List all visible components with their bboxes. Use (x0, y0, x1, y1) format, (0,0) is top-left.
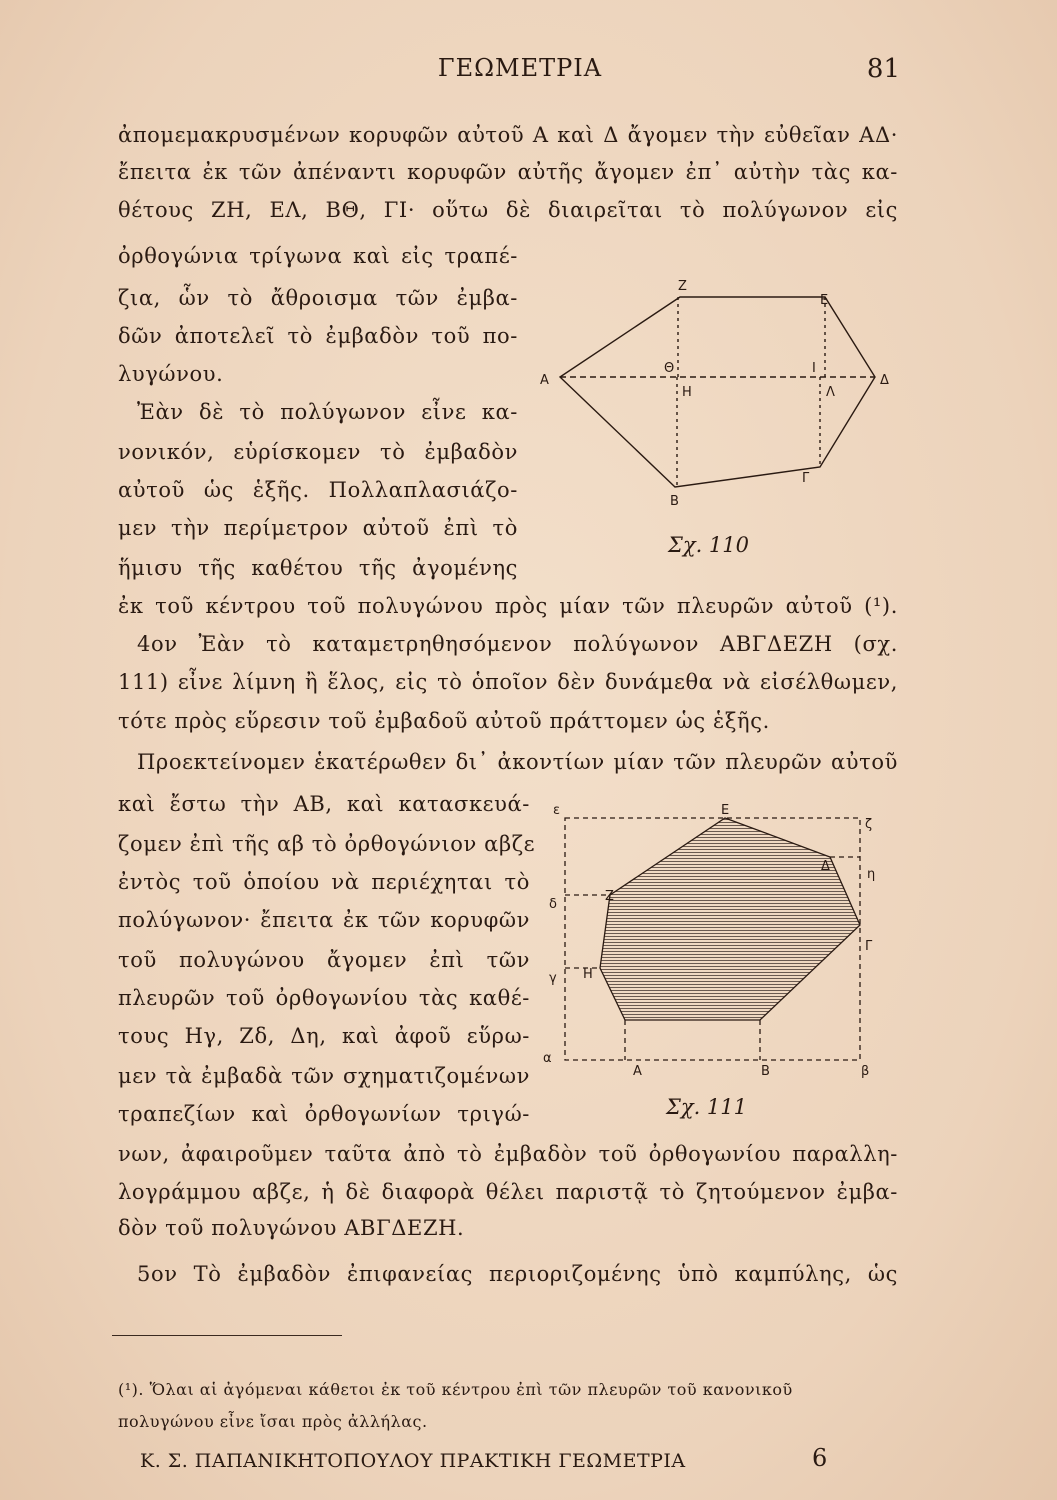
text-line: πλευρῶν τοῦ ὀρθογωνίου τὰς καθέ- (118, 986, 530, 1010)
text-line: ἥμισυ τῆς καθέτου τῆς ἀγομένης (118, 556, 518, 580)
lake-polygon (600, 818, 860, 1020)
fig110-label-D: Δ (880, 373, 889, 388)
footnote-rule (112, 1335, 342, 1336)
fig110-label-A: Α (540, 373, 549, 388)
page-number: 81 (866, 54, 900, 84)
fig111-label-E: Ε (721, 803, 730, 818)
text-line: νων, ἀφαιροῦμεν ταῦτα ἀπὸ τὸ ἐμβαδὸν τοῦ ὀρθογωνίου παραλλη- (118, 1142, 898, 1166)
text-line: ἔπειτα ἐκ τῶν ἀπέναντι κορυφῶν αὐτῆς ἄγομεν ἐπ᾽ αὐτὴν τὰς κα- (118, 160, 898, 184)
fig111-label-H: Η (583, 967, 593, 982)
text-line: πολύγωνον· ἔπειτα ἐκ τῶν κορυφῶν (118, 908, 530, 932)
text-line: 5ον Τὸ ἐμβαδὸν ἐπιφανείας περιοριζομένης ὑπὸ καμπύλης, ὡς (137, 1262, 898, 1286)
text-line: τραπεζίων καὶ ὀρθογωνίων τριγώ- (118, 1102, 530, 1126)
fig111-label-gamma: γ (549, 971, 557, 986)
fig111-label-B: Β (761, 1064, 770, 1079)
text-line: μεν τὴν περίμετρον αὐτοῦ ἐπὶ τὸ (118, 516, 518, 540)
fig111-label-A: Α (633, 1064, 642, 1079)
running-header: ΓΕΩΜΕΤΡΙΑ (437, 54, 603, 82)
fig111-label-b: β (861, 1064, 870, 1079)
fig110-label-L: Λ (826, 385, 835, 400)
text-line: τότε πρὸς εὕρεσιν τοῦ ἐμβαδοῦ αὐτοῦ πράττομεν ὡς ἑξῆς. (118, 709, 770, 733)
text-line: νονικόν, εὑρίσκομεν τὸ ἐμβαδὸν (118, 440, 518, 464)
text-line: τους Ηγ, Ζδ, Δη, καὶ ἀφοῦ εὕρω- (118, 1024, 530, 1048)
text-line: 111) εἶνε λίμνη ἢ ἕλος, εἰς τὸ ὁποῖον δὲν δυνάμεθα νὰ εἰσέλθωμεν, (118, 670, 898, 694)
figure-110 (530, 272, 900, 562)
fig111-label-delta: δ (549, 897, 557, 912)
text-line: Προεκτείνομεν ἑκατέρωθεν δι᾽ ἀκοντίων μίαν τῶν πλευρῶν αὐτοῦ (137, 750, 898, 774)
text-line: ὀρθογώνια τρίγωνα καὶ εἰς τραπέ- (118, 244, 518, 268)
text-line: ζια, ὧν τὸ ἄθροισμα τῶν ἐμβα- (118, 286, 518, 310)
text-line: 4ον Ἐὰν τὸ καταμετρηθησόμενον πολύγωνον ΑΒΓΔΕΖΗ (σχ. (137, 632, 898, 656)
text-line: ἐντὸς τοῦ ὁποίου νὰ περιέχηται τὸ (118, 870, 530, 894)
text-line: καὶ ἔστω τὴν ΑΒ, καὶ κατασκευά- (118, 792, 530, 816)
figure-110-caption: Σχ. 110 (668, 533, 750, 557)
text-line: λογράμμου αβζε, ἡ δὲ διαφορὰ θέλει παριστᾷ τὸ ζητούμενον ἐμβα- (118, 1180, 898, 1204)
fig110-label-Z: Ζ (678, 279, 687, 294)
fig111-label-e: ε (553, 803, 561, 818)
footnote-line: (¹). Ὅλαι αἱ ἀγόμεναι κάθετοι ἐκ τοῦ κέντρου ἐπὶ τῶν πλευρῶν τοῦ κανονικοῦ (118, 1380, 793, 1399)
text-line: ἐκ τοῦ κέντρου τοῦ πολυγώνου πρὸς μίαν τῶν πλευρῶν αὐτοῦ (¹). (118, 594, 898, 618)
figure-111-caption: Σχ. 111 (666, 1095, 748, 1119)
text-line: δὸν τοῦ πολυγώνου ΑΒΓΔΕΖΗ. (118, 1216, 465, 1240)
book-footer: Κ. Σ. ΠΑΠΑΝΙΚΗΤΟΠΟΥΛΟΥ ΠΡΑΚΤΙΚΗ ΓΕΩΜΕΤΡΙΑ (140, 1450, 686, 1472)
signature-mark: 6 (812, 1444, 828, 1472)
text-line: ἀπομεμακρυσμένων κορυφῶν αὐτοῦ Α καὶ Δ ἄγομεν τὴν εὐθεῖαν ΑΔ· (118, 123, 898, 147)
fig111-label-a: α (543, 1051, 552, 1066)
fig111-label-eta: η (867, 867, 876, 882)
text-line: μεν τὰ ἐμβαδὰ τῶν σχηματιζομένων (118, 1064, 530, 1088)
text-line: τοῦ πολυγώνου ἄγομεν ἐπὶ τῶν (118, 948, 530, 972)
fig111-label-D: Δ (821, 859, 830, 874)
fig111-label-z: ζ (865, 817, 873, 832)
fig110-label-E: Ε (820, 293, 829, 308)
text-line: δῶν ἀποτελεῖ τὸ ἐμβαδὸν τοῦ πο- (118, 324, 518, 348)
text-line: λυγώνου. (118, 362, 224, 386)
footnote-line: πολυγώνου εἶνε ἴσαι πρὸς ἀλλήλας. (118, 1412, 428, 1431)
fig110-label-H: Η (682, 385, 692, 400)
text-line: θέτους ΖΗ, ΕΛ, ΒΘ, ΓΙ· οὕτω δὲ διαιρεῖται τὸ πολύγωνον εἰς (118, 198, 898, 222)
fig110-label-theta: Θ (664, 361, 675, 376)
text-line: Ἐὰν δὲ τὸ πολύγωνον εἶνε κα- (137, 400, 518, 424)
fig110-label-G: Γ (802, 471, 810, 486)
text-line: ζομεν ἐπὶ τῆς αβ τὸ ὀρθογώνιον αβζε (118, 832, 536, 856)
fig111-label-G: Γ (865, 939, 873, 954)
fig110-label-B: Β (670, 494, 679, 509)
fig110-label-I: Ι (812, 361, 816, 376)
text-line: αὐτοῦ ὡς ἑξῆς. Πολλαπλασιάζο- (118, 478, 518, 502)
figure-111 (535, 800, 900, 1090)
fig111-label-Z: Ζ (605, 889, 614, 904)
